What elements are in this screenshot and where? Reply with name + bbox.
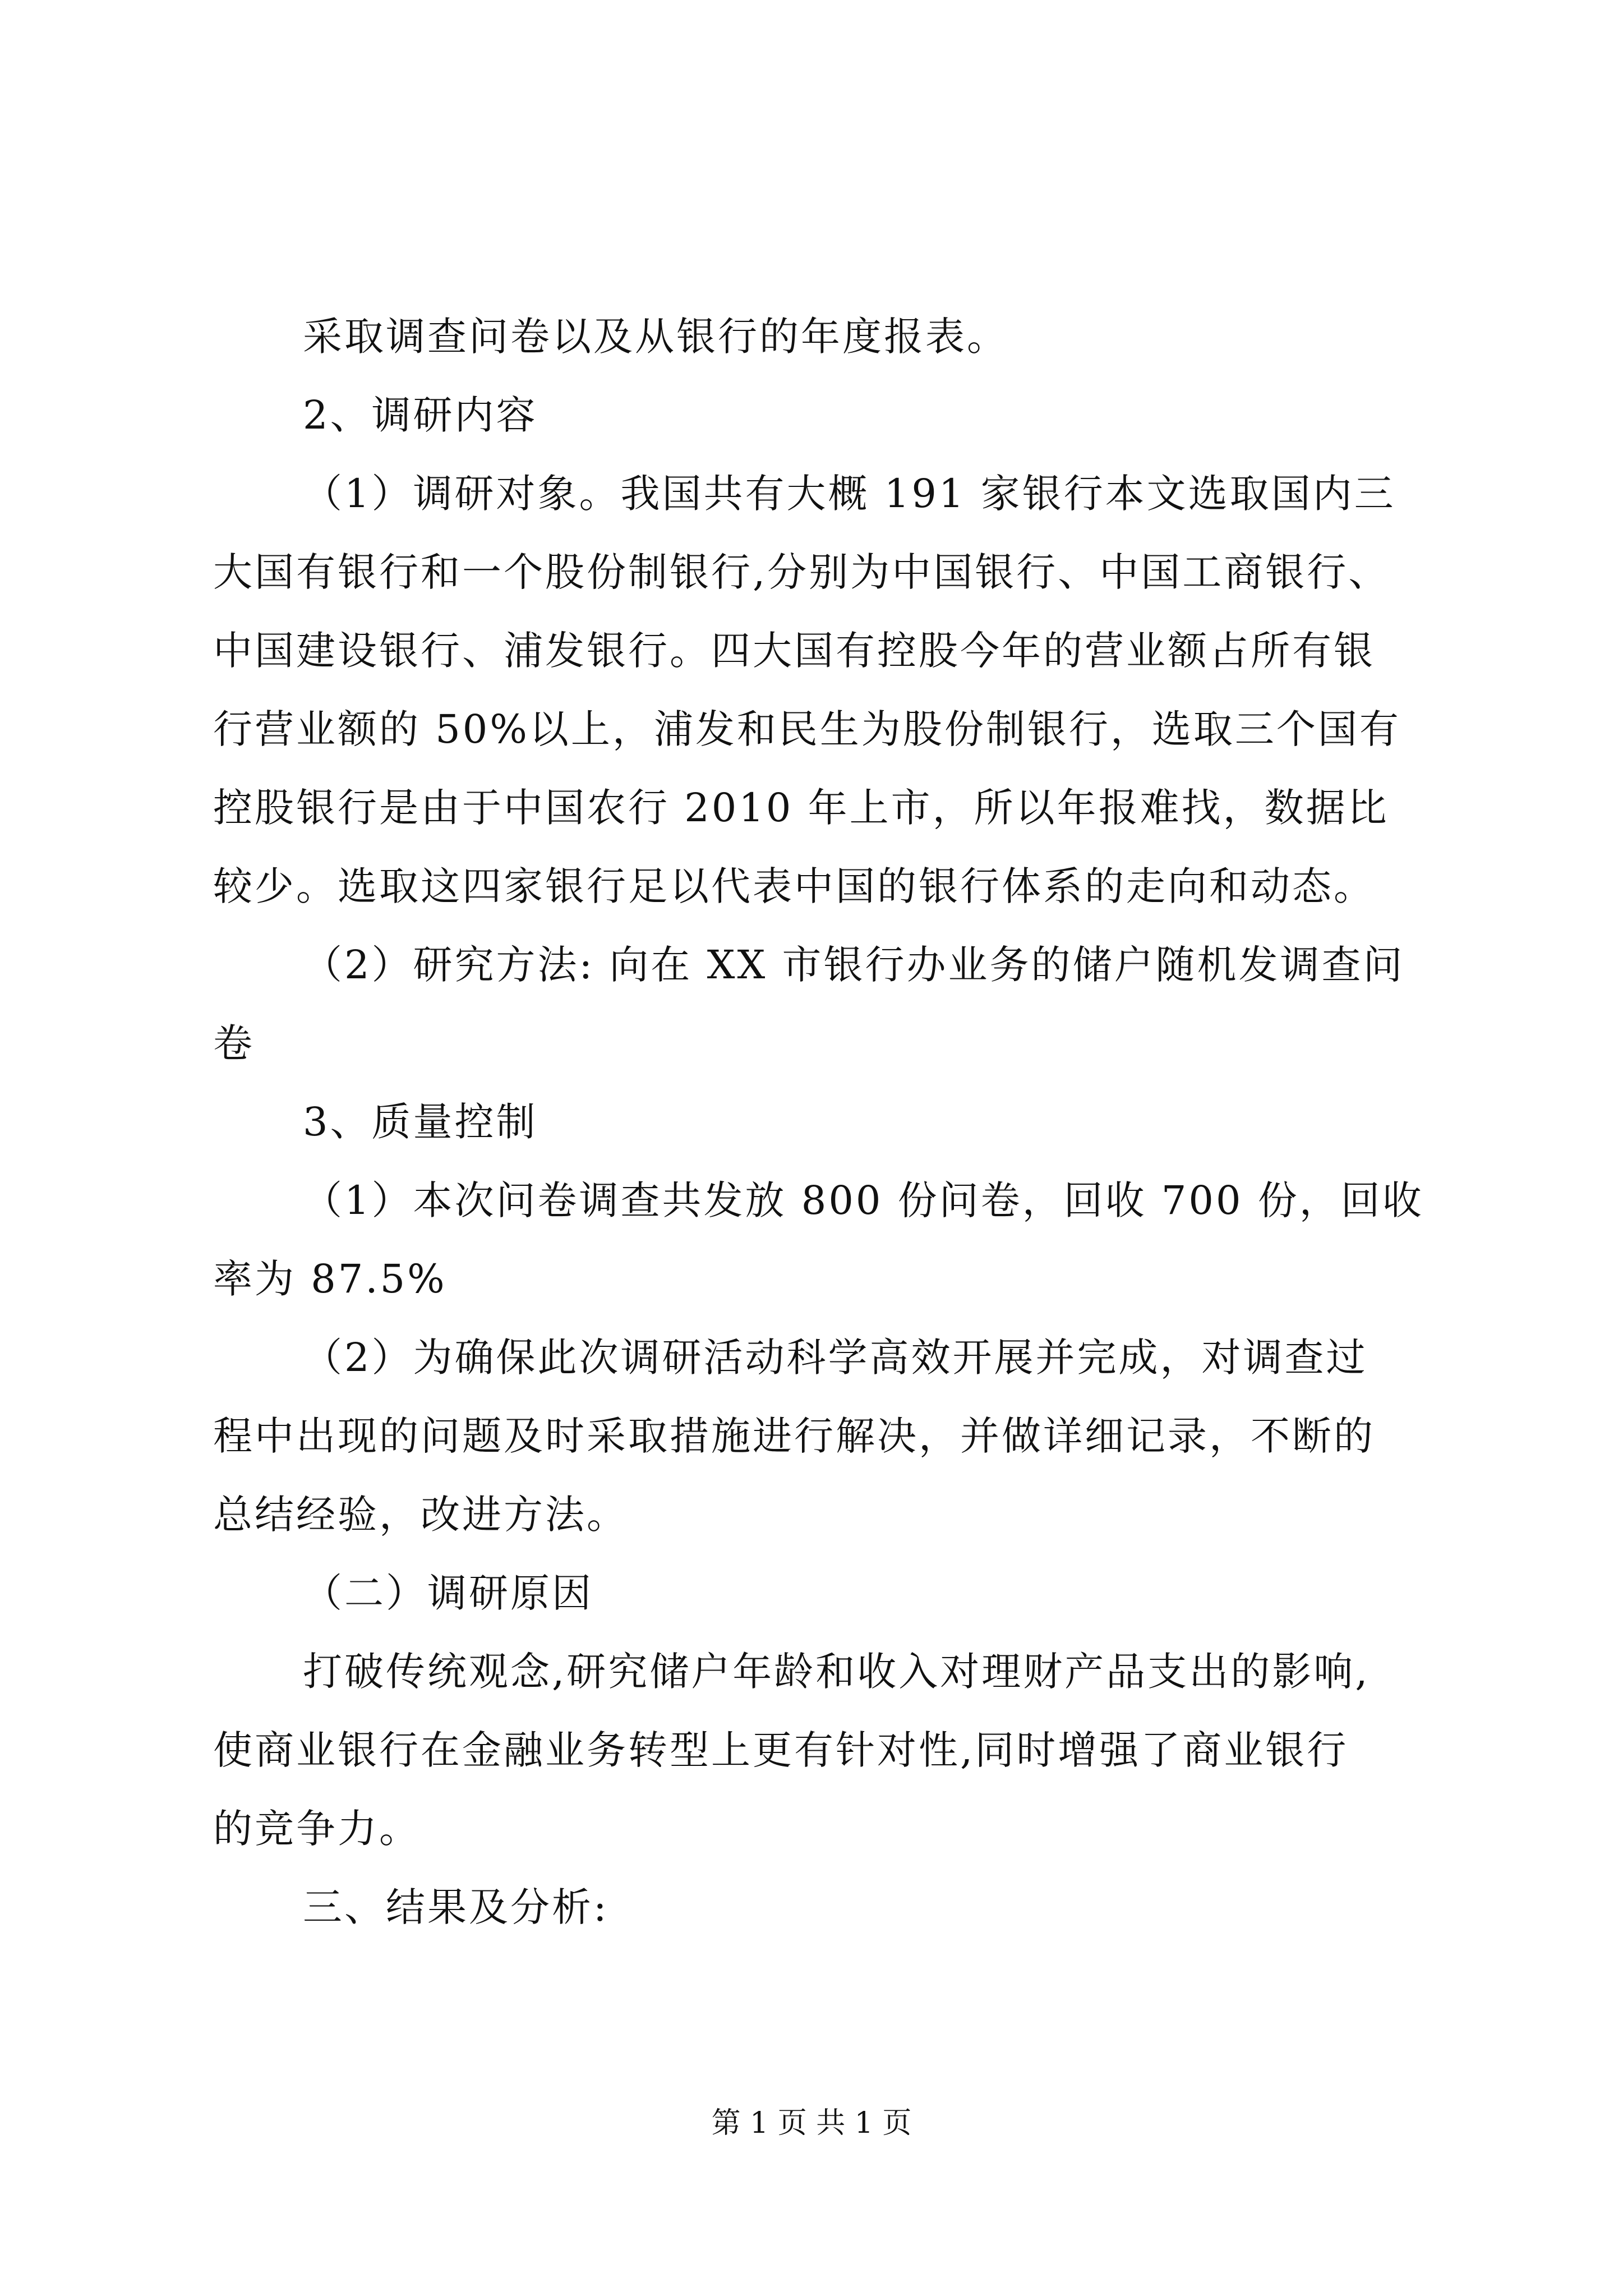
text-line-9: （2）研究方法: 向在 XX 市银行办业务的储户随机发调查问: [303, 942, 1405, 988]
text-line-2: 2、调研内容: [303, 392, 538, 438]
text-line-8: 较少。选取这四家银行足以代表中国的银行体系的走向和动态。: [213, 863, 1375, 909]
text-line-5: 中国建设银行、浦发银行。四大国有控股今年的营业额占所有银: [213, 628, 1375, 674]
text-line-3: （1）调研对象。我国共有大概 191 家银行本文选取国内三: [303, 471, 1396, 517]
text-line-10: 卷: [213, 1020, 255, 1066]
text-line-14: （2）为确保此次调研活动科学高效开展并完成，对调查过: [303, 1335, 1368, 1381]
text-line-21: 三、结果及分析:: [303, 1884, 609, 1930]
text-line-20: 的竞争力。: [213, 1806, 421, 1852]
text-line-16: 总结经验，改进方法。: [213, 1492, 628, 1538]
text-line-15: 程中出现的问题及时采取措施进行解决，并做详细记录，不断的: [213, 1413, 1375, 1459]
text-line-6: 行营业额的 50%以上，浦发和民生为股份制银行，选取三个国有: [213, 706, 1401, 752]
text-line-7: 控股银行是由于中国农行 2010 年上市，所以年报难找，数据比: [213, 785, 1389, 831]
page-number-footer: 第 1 页 共 1 页: [711, 2106, 912, 2140]
text-line-18: 打破传统观念,研究储户年龄和收入对理财产品支出的影响,: [303, 1649, 1370, 1695]
text-line-4: 大国有银行和一个股份制银行,分别为中国银行、中国工商银行、: [213, 549, 1390, 595]
text-line-13: 率为 87.5%: [213, 1256, 447, 1302]
text-line-17: （二）调研原因: [303, 1570, 593, 1616]
text-line-12: （1）本次问卷调查共发放 800 份问卷，回收 700 份，回收: [303, 1177, 1424, 1223]
text-line-19: 使商业银行在金融业务转型上更有针对性,同时增强了商业银行: [213, 1727, 1349, 1773]
text-line-11: 3、质量控制: [303, 1099, 538, 1145]
text-line-1: 采取调查问卷以及从银行的年度报表。: [303, 314, 1008, 360]
